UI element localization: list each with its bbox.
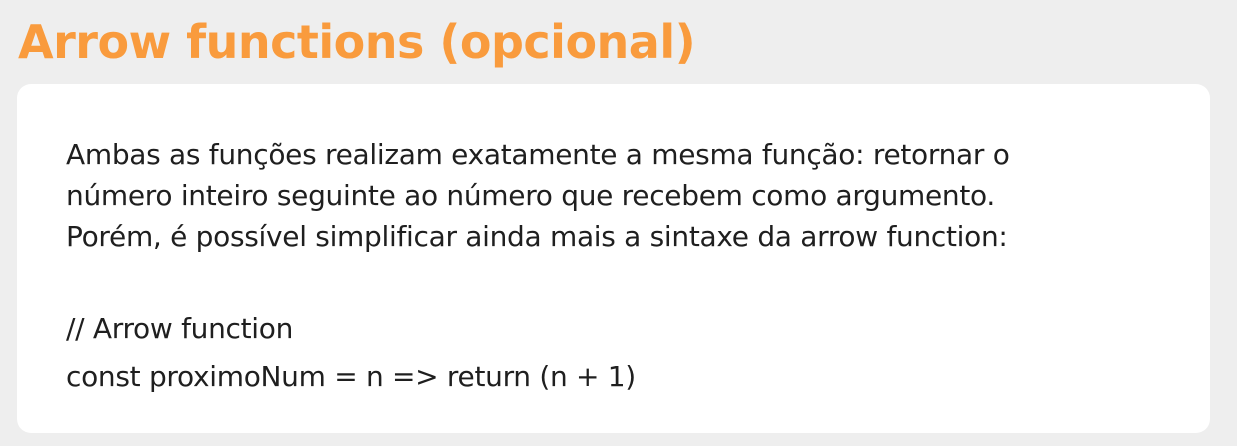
content-card: [17, 84, 1210, 433]
code-statement: const proximoNum = n => return (n + 1): [66, 360, 636, 393]
paragraph-line: Porém, é possível simplificar ainda mais a sintaxe da arrow function:: [66, 220, 1008, 253]
description-paragraph: [66, 134, 1170, 257]
code-comment: // Arrow function: [66, 312, 294, 345]
page-title: Arrow functions (opcional): [18, 15, 696, 69]
paragraph-line: Ambas as funções realizam exatamente a mesma função: retornar o: [66, 138, 1010, 171]
paragraph-line: número inteiro seguinte ao número que recebem como argumento.: [66, 179, 995, 212]
code-example: [66, 305, 1170, 401]
